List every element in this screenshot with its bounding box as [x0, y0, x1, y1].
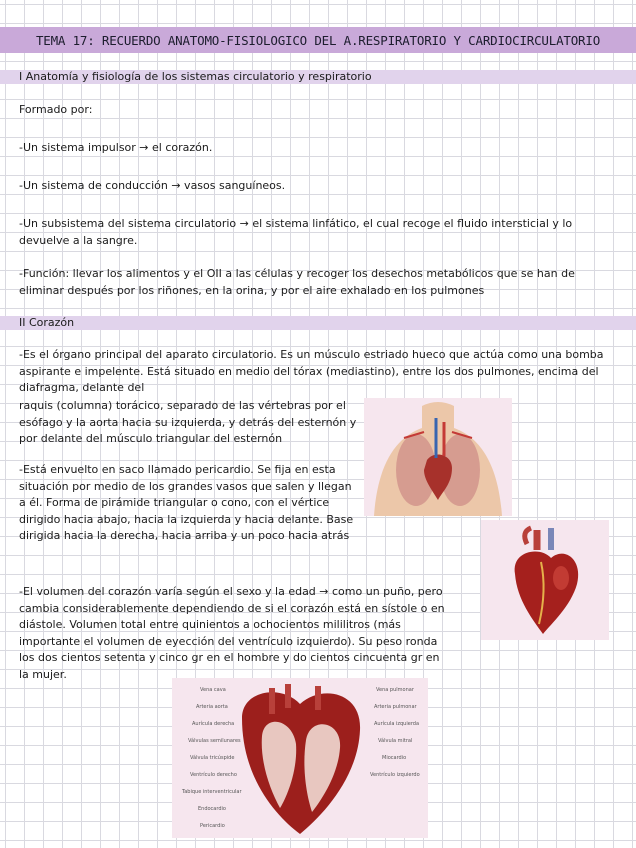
- paragraph-conduccion: -Un sistema de conducción → vasos sanguíneos.: [19, 179, 286, 192]
- paragraph-linfatico: -Un subsistema del sistema circulatorio → el sistema linfático, el cual recoge el fluido intersticial y lo devuelve a la sangre.: [19, 217, 573, 247]
- paragraph-situacion: raquis (columna) torácico, separado de las vértebras por el esófago y la aorta hacia su izquierda, y detrás del esternón y por delante del músculo triangular del esternón: [19, 399, 357, 445]
- label-valvulas-semilunares: Válvulas semilunares: [188, 738, 241, 744]
- label-vena-pulmonar: Vena pulmonar: [376, 687, 414, 693]
- page-title: TEMA 17: RECUERDO ANATOMO-FISIOLOGICO DEL A.RESPIRATORIO Y CARDIOCIRCULATORIO: [0, 27, 636, 53]
- label-auricula-izquierda: Aurícula izquierda: [374, 721, 420, 727]
- paragraph-funcion: -Función: llevar los alimentos y el OII a las células y recoger los desechos metabólicos que se han de eliminar después por los riñones, en la orina, y por el aire exhalado en los pulmones: [19, 267, 575, 297]
- label-arteria-pulmonar: Arteria pulmonar: [374, 704, 417, 710]
- heart-image: [481, 520, 609, 640]
- section-heading-anatomy: I Anatomía y fisiología de los sistemas circulatorio y respiratorio: [0, 70, 636, 84]
- paragraph-volumen: -El volumen del corazón varía según el sexo y la edad → como un puño, pero cambia considerablemente dependiendo de si el corazón está en sístole o en diástole. Volumen total entre quinientos a ochocientos mililitros (más importante el volumen de eyección del ventrículo izquierdo). Su peso ronda los dos cientos setenta y cinco gr en el hombre y do cientos cincuenta gr en la mujer.: [19, 585, 445, 681]
- paragraph-impulsor: -Un sistema impulsor → el corazón.: [19, 141, 213, 154]
- label-auricula-derecha: Aurícula derecha: [192, 721, 235, 727]
- label-endocardio: Endocardio: [198, 806, 226, 812]
- label-ventriculo-izquierdo: Ventrículo izquierdo: [370, 772, 420, 778]
- label-vena-cava: Vena cava: [200, 687, 226, 693]
- label-valvula-mitral: Válvula mitral: [378, 738, 413, 744]
- intro-text: Formado por:: [19, 103, 93, 116]
- heart-cross-section-diagram: [172, 678, 428, 838]
- section-heading-corazon: II Corazón: [0, 316, 636, 330]
- label-valvula-tricuspide: Válvula tricúspide: [190, 755, 235, 761]
- label-arteria-aorta: Arteria aorta: [196, 704, 228, 710]
- paragraph-organo-principal: -Es el órgano principal del aparato circulatorio. Es un músculo estriado hueco que actúa como una bomba aspirante e impelente. Está situado en medio del tórax (mediastino), entre los dos pulmones, encima del diafragma, delante del: [19, 348, 604, 394]
- label-ventriculo-derecho: Ventrículo derecho: [190, 772, 237, 778]
- label-tabique-interventricular: Tabique interventricular: [182, 789, 242, 795]
- torso-heart-lungs-image: [364, 398, 512, 516]
- label-pericardio: Pericardio: [200, 823, 225, 829]
- heart-illustration: [481, 520, 609, 640]
- paragraph-pericardio: -Está envuelto en saco llamado pericardio. Se fija en esta situación por medio de los grandes vasos que salen y llegan a él. Forma de pirámide triangular o cono, con el vértice dirigido hacia abajo, hacia la izquierda y hacia delante. Base dirigida hacia la derecha, hacia arriba y un poco hacia atrás: [19, 463, 354, 542]
- label-miocardio: Miocardio: [382, 755, 407, 761]
- torso-illustration: [364, 398, 512, 516]
